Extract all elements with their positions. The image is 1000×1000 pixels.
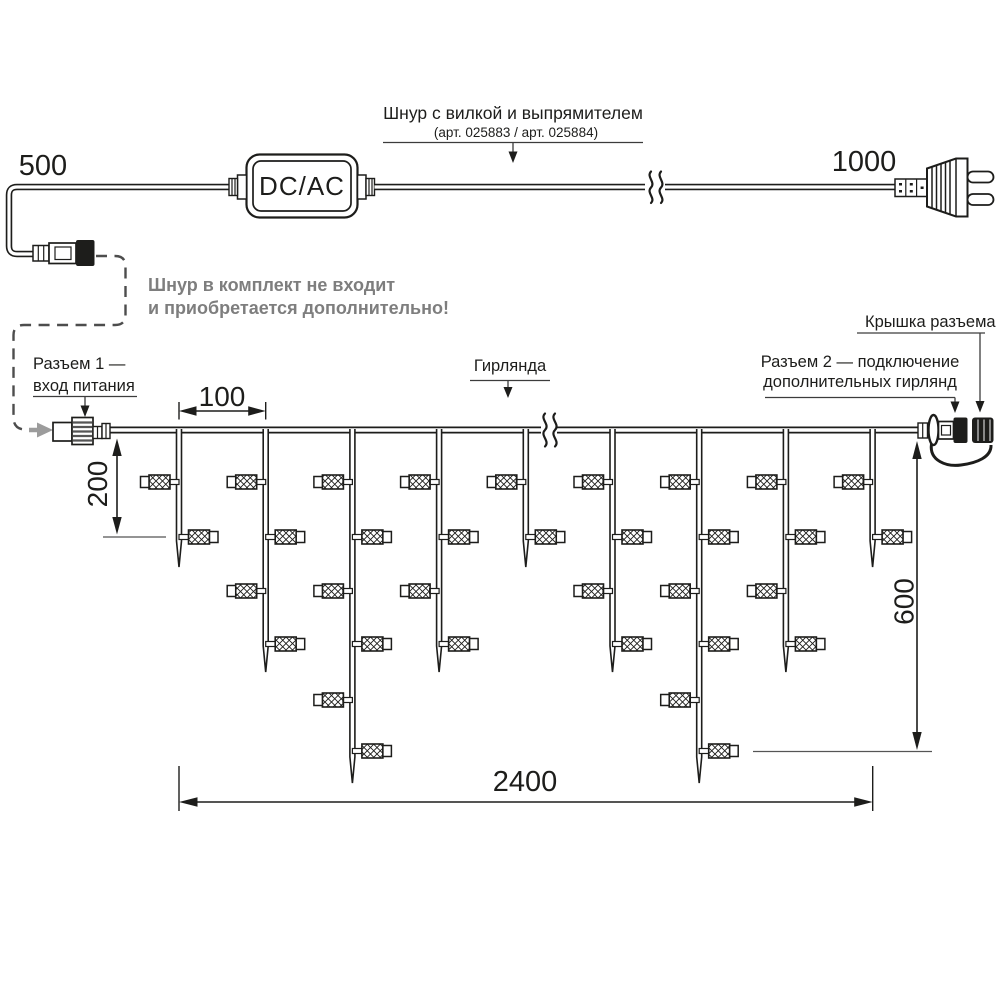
led-light (699, 637, 738, 651)
led-light (314, 475, 353, 489)
not-included-path (14, 256, 126, 438)
led-light (747, 584, 786, 598)
connector1-label-line1: Разъем 1 — (33, 355, 126, 373)
led-light (141, 475, 180, 489)
adapter-right-connector (358, 175, 375, 199)
connector2-label-line2: дополнительных гирлянд (763, 373, 957, 391)
led-light (661, 693, 700, 707)
led-light (487, 475, 526, 489)
strand-9 (834, 429, 912, 567)
connector1-callout (33, 355, 137, 417)
led-light (266, 637, 305, 651)
dc-ac-adapter (229, 155, 375, 218)
dim-width (179, 766, 873, 811)
strand-1 (141, 429, 219, 567)
cord-end-connector (33, 240, 95, 266)
strand-6 (574, 429, 652, 672)
strand-3 (314, 429, 392, 783)
power-cord-section (9, 103, 994, 266)
connector-1 (53, 418, 110, 445)
garland-section (33, 313, 996, 811)
led-light (613, 530, 652, 544)
cord-callout-title: Шнур с вилкой и выпрямителем (383, 103, 643, 123)
strand-4 (401, 429, 479, 672)
led-light (834, 475, 873, 489)
led-light (613, 637, 652, 651)
garland-label: Гирлянда (473, 357, 547, 375)
led-light (352, 637, 391, 651)
strand-2 (227, 429, 305, 672)
connector1-label-line2: вход питания (33, 377, 135, 395)
led-light (352, 744, 391, 758)
led-light (352, 530, 391, 544)
led-light (526, 530, 565, 544)
adapter-left-connector (229, 175, 247, 199)
connector-cap (972, 418, 994, 444)
adapter-label: DC/AC (259, 171, 345, 201)
led-light (699, 530, 738, 544)
led-light (227, 475, 266, 489)
led-light (179, 530, 218, 544)
cord-callout-subtitle: (арт. 025883 / арт. 025884) (433, 125, 599, 140)
connector-2 (918, 415, 994, 465)
led-light (266, 530, 305, 544)
dashed-arrow-head (37, 423, 53, 438)
connector2-label-line1: Разъем 2 — подключение (760, 353, 960, 371)
dim-spacing (179, 381, 266, 420)
led-light (873, 530, 912, 544)
connector2-callout (761, 353, 960, 413)
note (148, 275, 449, 318)
led-light (401, 475, 440, 489)
led-light (786, 530, 825, 544)
led-light (401, 584, 440, 598)
plug-pin (968, 194, 994, 205)
strands-layer (141, 429, 912, 783)
strand-8 (747, 429, 825, 672)
led-light (699, 744, 738, 758)
led-light (439, 530, 478, 544)
dim-500: 500 (18, 150, 68, 182)
led-light (574, 475, 613, 489)
cap-tether-cord (931, 444, 991, 465)
led-light (439, 637, 478, 651)
cap-label: Крышка разъема (865, 313, 996, 331)
cord-callout (383, 103, 643, 163)
led-light (747, 475, 786, 489)
power-cord-left (9, 187, 237, 254)
led-light (574, 584, 613, 598)
dim-600: 600 (888, 578, 920, 625)
cord-break-mark (660, 172, 663, 204)
tether-ring (929, 415, 939, 445)
cord-break-mark (650, 172, 653, 204)
led-light (227, 584, 266, 598)
led-light (661, 475, 700, 489)
dim-2400: 2400 (492, 766, 558, 798)
mains-plug (895, 159, 994, 217)
connector2-socket (954, 418, 968, 444)
dim-100: 100 (198, 381, 246, 412)
led-light (314, 693, 353, 707)
led-light (786, 637, 825, 651)
garland-break-mark (543, 414, 556, 447)
plug-pin (968, 172, 994, 183)
power-cord-right (375, 172, 897, 204)
garland-callout (470, 357, 550, 398)
note-line2: и приобретается дополнительно! (148, 298, 449, 318)
strand-5 (487, 429, 565, 567)
strand-7 (661, 429, 739, 783)
note-line1: Шнур в комплект не входит (148, 275, 396, 295)
dim-200: 200 (82, 460, 113, 508)
dim-1000: 1000 (831, 146, 897, 178)
led-light (661, 584, 700, 598)
led-light (314, 584, 353, 598)
